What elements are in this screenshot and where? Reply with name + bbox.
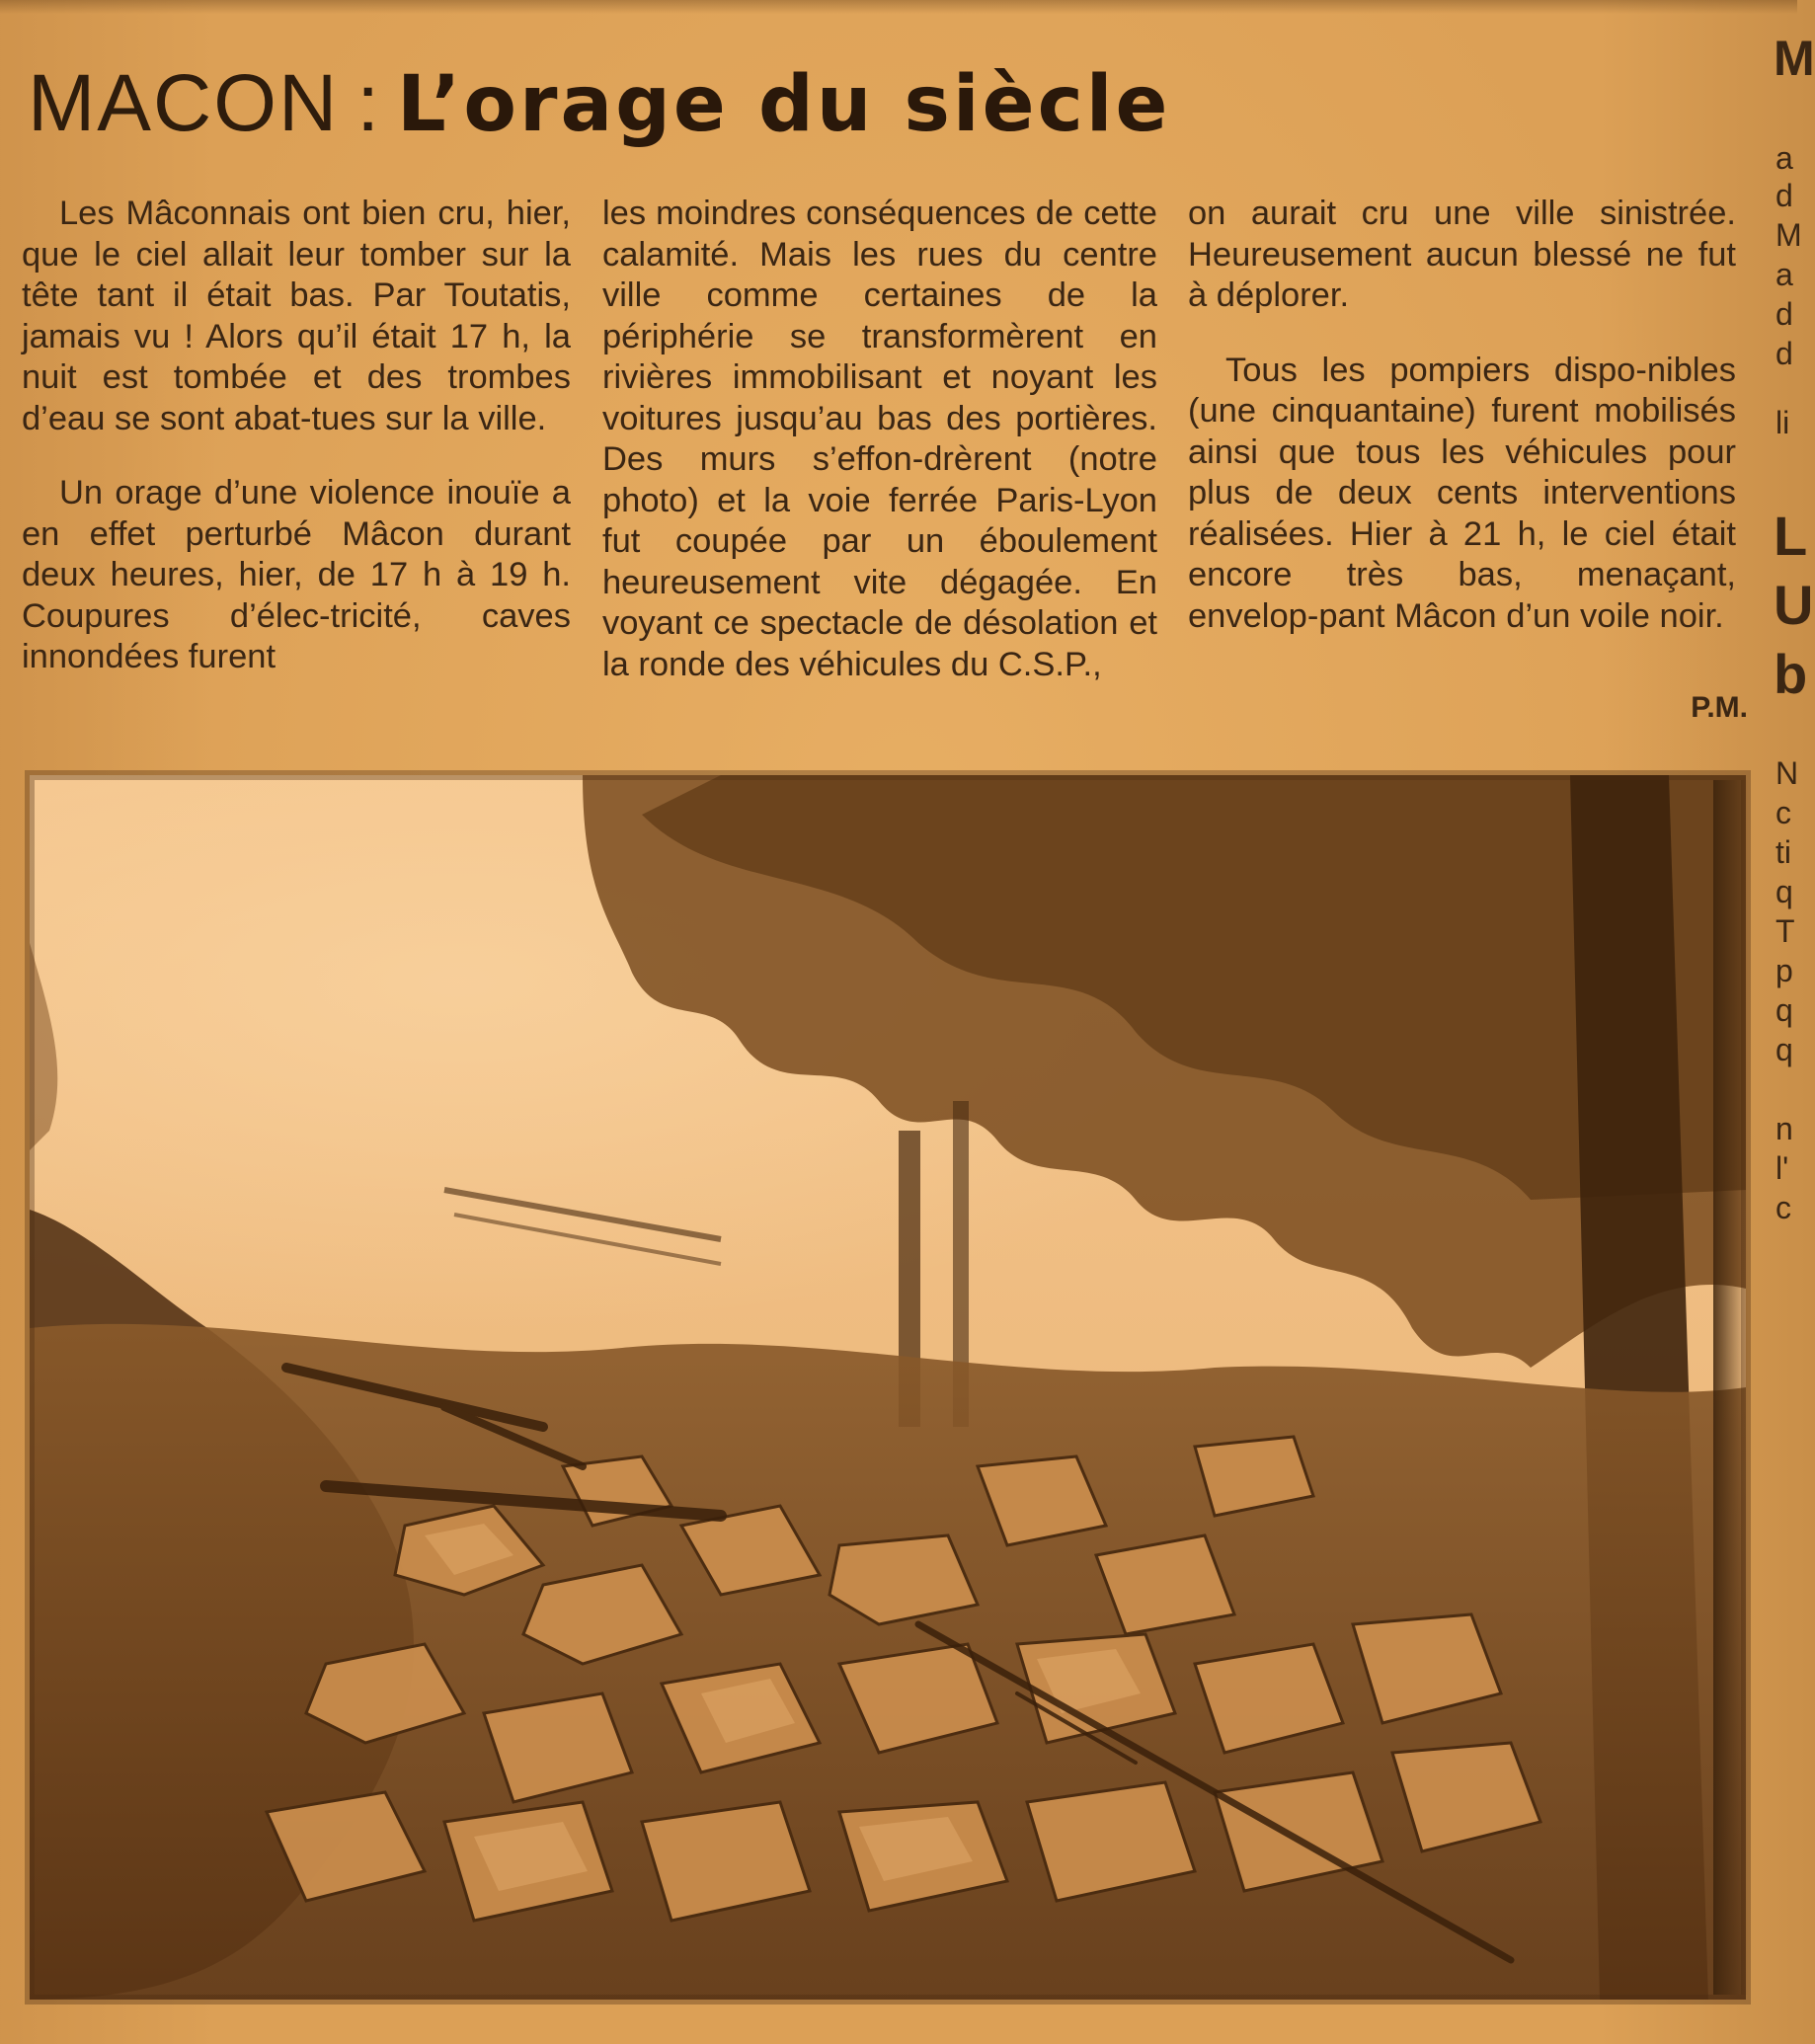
adjacent-fragment: c [1776, 795, 1791, 830]
adjacent-heading-letter: M [1774, 31, 1815, 86]
adjacent-fragment: d [1776, 178, 1793, 213]
paragraph: Un orage d’une violence inouïe a en effet perturbé Mâcon durant deux heures, hier, de 17 h à 19 h. Coupures d’élec-tricité, caves innondées furent [22, 474, 571, 675]
paragraph: Tous les pompiers dispo-nibles (une cinquantaine) furent mobilisés ainsi que tous les véhicules pour plus de deux cents interventions réalisées. Hier à 21 h, le ciel était encore très bas, menaçant, envelop-pant Mâcon d’un voile noir. [1188, 351, 1736, 635]
headline [28, 39, 1706, 168]
photo-collapsed-wall-rubble [30, 775, 1746, 2000]
headline-separator: : [356, 58, 380, 148]
adjacent-fragment: l' [1776, 1150, 1789, 1186]
adjacent-fragment: a [1776, 140, 1793, 176]
adjacent-fragment: T [1776, 913, 1795, 949]
adjacent-fragment: li [1776, 405, 1790, 440]
adjacent-fragment: d [1776, 336, 1793, 371]
adjacent-fragment: c [1776, 1190, 1791, 1225]
adjacent-fragment: ti [1776, 834, 1791, 870]
adjacent-fragment: L [1774, 505, 1808, 567]
adjacent-article-fragment [1774, 30, 1815, 2044]
photo-right-shadow [1713, 780, 1748, 1995]
article-column-3 [1188, 194, 1736, 670]
adjacent-fragment: M [1776, 217, 1802, 253]
photo-image [30, 775, 1746, 2000]
torn-top-edge [0, 0, 1797, 14]
adjacent-fragment: q [1776, 992, 1793, 1028]
adjacent-fragment: d [1776, 296, 1793, 332]
adjacent-fragment: n [1776, 1111, 1793, 1146]
adjacent-fragment: b [1774, 643, 1808, 705]
adjacent-fragment: q [1776, 874, 1793, 909]
paragraph: les moindres conséquences de cette calamité. Mais les rues du centre ville comme certaines de la périphérie se transformèrent en rivières immobilisant et noyant les voitures jusqu’au bas des portières. Des murs s’effon-drèrent (notre photo) et la voie ferrée Paris-Lyon fut coupée par un éboulement heureusement vite dégagée. En voyant ce spectacle de désolation et la ronde des véhicules du C.S.P., [602, 195, 1157, 683]
adjacent-fragment: a [1776, 257, 1793, 292]
paragraph: on aurait cru une ville sinistrée. Heureusement aucun blessé ne fut à déplorer. [1188, 195, 1736, 314]
byline: P.M. [1691, 691, 1748, 724]
article-column-1 [22, 194, 571, 712]
adjacent-fragment: q [1776, 1032, 1793, 1067]
adjacent-fragment: p [1776, 953, 1793, 988]
paragraph: Les Mâconnais ont bien cru, hier, que le ciel allait leur tomber sur la tête tant il était bas. Par Toutatis, jamais vu ! Alors qu’il était 17 h, la nuit est tombée et des trombes d’eau se sont abat-tues sur la ville. [22, 195, 571, 437]
article-column-2 [602, 194, 1157, 719]
headline-place: MACON [28, 58, 340, 148]
headline-title: L’orage du siècle [397, 60, 1171, 149]
adjacent-fragment: U [1774, 574, 1814, 636]
adjacent-fragment: N [1776, 755, 1799, 791]
